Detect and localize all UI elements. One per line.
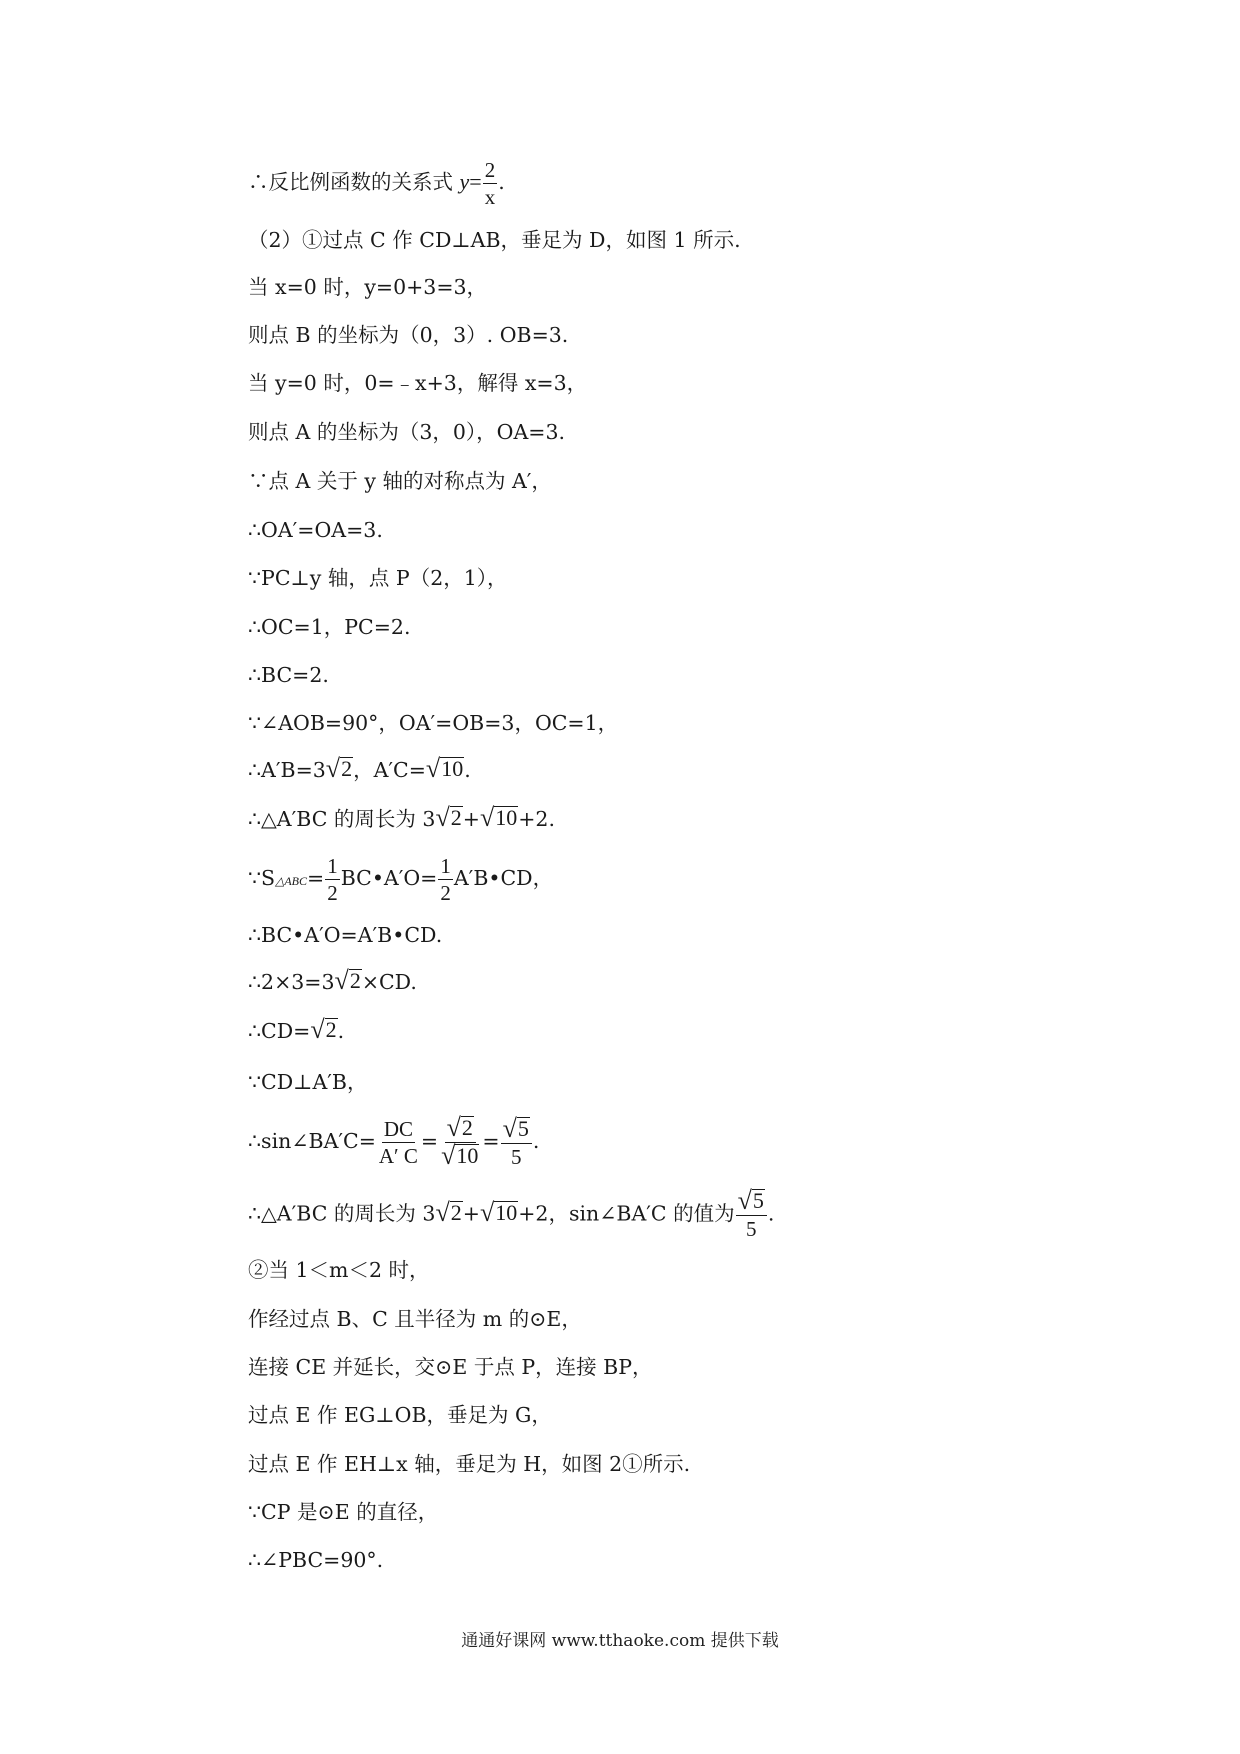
- line-text: ×CD.: [361, 970, 417, 994]
- line-text: +: [462, 1201, 480, 1226]
- sqrt: √ 5: [737, 1186, 764, 1215]
- subscript: △ABC: [275, 874, 307, 888]
- fraction: $\frac{DC}{A' C}$: [378, 1117, 418, 1168]
- line-text: .: [498, 170, 505, 194]
- line-text: ∴反比例函数的关系式: [248, 170, 460, 194]
- text-line: ∴OA′=OA=3.: [248, 518, 383, 542]
- text-line: [248, 756, 471, 784]
- text-line: 连接 CE 并延长，交⊙E 于点 P，连接 BP，: [248, 1355, 653, 1379]
- line-text: ∴sin∠BA′C=: [248, 1129, 376, 1153]
- text-line: [248, 968, 417, 996]
- fraction: $\frac{1}{2}$: [327, 854, 338, 905]
- sqrt: √ 2: [435, 803, 462, 832]
- text-line: ∵点 A 关于 y 轴的对称点为 A′，: [248, 469, 552, 493]
- text-line: 过点 E 作 EH⊥x 轴，垂足为 H，如图 2①所示.: [248, 1452, 691, 1476]
- line-text: BC•A′O=: [340, 866, 438, 890]
- line-text: ∴2×3=3: [248, 970, 335, 994]
- line-text: .: [464, 758, 471, 782]
- math-op: =: [469, 169, 482, 194]
- sqrt: √ 2: [310, 1015, 337, 1044]
- text-line: [248, 158, 505, 209]
- fraction: $\frac{1}{2}$: [440, 854, 451, 905]
- sqrt: √ 10: [479, 1197, 518, 1227]
- line-text: +2.: [518, 807, 555, 831]
- text-line: 则点 A 的坐标为（3，0），OA=3.: [248, 420, 566, 444]
- text-line: ∵CD⊥A′B，: [248, 1070, 368, 1094]
- text-line: ∵CP 是⊙E 的直径，: [248, 1500, 439, 1524]
- line-text: ，A′C=: [353, 758, 426, 782]
- numerator: 2: [484, 158, 496, 182]
- math-var: y: [459, 169, 470, 194]
- fraction: √ 5 5: [501, 1117, 532, 1169]
- line-text: ∴△A′BC 的周长为 3: [248, 1201, 436, 1226]
- sqrt: √ 5: [502, 1113, 529, 1143]
- sqrt: √ 10: [425, 754, 464, 783]
- fraction: [483, 158, 498, 209]
- line-text: ∴A′B=3: [248, 758, 326, 782]
- text-line: [248, 1113, 540, 1170]
- text-line: 当 y=0 时，0=﹣x+3，解得 x=3，: [248, 371, 588, 395]
- text-line: ∴BC•A′O=A′B•CD.: [248, 923, 443, 947]
- text-line: ∴BC=2.: [248, 663, 329, 687]
- line-text: ∴CD=: [248, 1019, 311, 1043]
- text-line: （2）①过点 C 作 CD⊥AB，垂足为 D，如图 1 所示.: [248, 228, 741, 252]
- line-text: =: [307, 866, 325, 890]
- line-text: .: [532, 1129, 540, 1153]
- page-footer: 通通好课网 www.tthaoke.com 提供下载: [461, 1631, 779, 1651]
- text-line: [248, 1017, 344, 1045]
- line-text: =: [482, 1129, 500, 1153]
- sqrt: √ 2: [435, 1197, 462, 1227]
- sqrt: √ 10: [479, 803, 518, 832]
- text-line: ∴∠PBC=90°.: [248, 1548, 384, 1572]
- denominator: x: [484, 185, 496, 209]
- sqrt: √ 2: [325, 754, 353, 783]
- line-text: A′B•CD，: [453, 866, 554, 890]
- text-line: 则点 B 的坐标为（0，3）. OB=3.: [248, 323, 569, 347]
- line-text: +2，sin∠BA′C 的值为: [518, 1201, 735, 1226]
- text-line: 作经过点 B、C 且半径为 m 的⊙E，: [248, 1307, 582, 1331]
- line-text: .: [337, 1019, 345, 1043]
- text-line: [248, 854, 553, 905]
- text-line: ∵∠AOB=90°，OA′=OB=3，OC=1，: [248, 711, 619, 735]
- sqrt: √ 2: [334, 966, 361, 995]
- text-line: 过点 E 作 EG⊥OB，垂足为 G，: [248, 1403, 552, 1427]
- sqrt: √ 2: [446, 1113, 473, 1142]
- text-line: [248, 1186, 775, 1241]
- fraction: [439, 1113, 481, 1170]
- line-text: +: [462, 807, 480, 831]
- text-line: ∵PC⊥y 轴，点 P（2，1），: [248, 566, 508, 590]
- line-text: .: [767, 1201, 775, 1226]
- fraction: √ 5 5: [736, 1189, 767, 1241]
- line-text: =: [420, 1129, 439, 1153]
- text-line: ②当 1＜m＜2 时，: [248, 1258, 430, 1282]
- text-line: 当 x=0 时，y=0+3=3，: [248, 275, 488, 299]
- sqrt: √ 10: [441, 1141, 479, 1170]
- text-line: ∴OC=1，PC=2.: [248, 615, 411, 639]
- line-text: ∴△A′BC 的周长为 3: [248, 807, 436, 831]
- line-text: ∵S: [248, 866, 276, 890]
- text-line: [248, 805, 555, 833]
